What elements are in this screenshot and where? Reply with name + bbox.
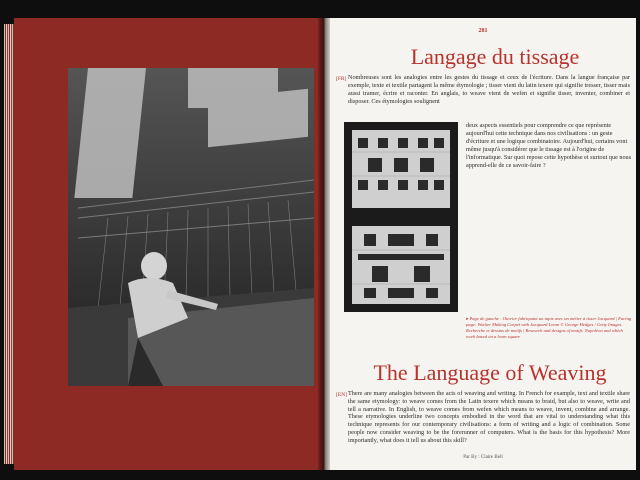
french-title: Langage du tissage (410, 44, 580, 69)
loom-worker-photo (68, 68, 314, 386)
image-caption: ▸ Page de gauche : Ouvrier fabriquant un tapis avec un métier à tisser Jacquard | Facing page: Worker Making Carpet with Jacquard Loom © George Hedges / Getty Images. Recherche et dessins de motifs | Research and designs of motifs. Napoléon and which work based on a loom square (466, 316, 632, 339)
french-paragraph: Nombreuses sont les analogies entre les gestes du tissage et ceux de l'écriture. Dans la langue française par exemple, texte et textile partagent la même étymologie ; tisser vient du latin texere qui signifie tresser, tisser mais aussi tramer, écrire et raconter. En anglais, to weave vient de wefen et signifie tisser, inventer, combiner et disposer. Ces étymologies soulignent (348, 74, 630, 105)
french-marker: [FR] (336, 76, 347, 82)
running-head (330, 28, 636, 34)
page-number: 281 (478, 28, 488, 34)
weave-pattern-image (344, 122, 458, 312)
english-marker: [EN] (336, 392, 347, 398)
author-byline: Par By : Claire Bell (463, 455, 503, 460)
right-page (330, 18, 636, 470)
french-paragraph-continued: deux aspects essentiels pour comprendre ce que représente aujourd'hui cette technique dans nos civilisations : un geste d'écriture et une logique combinatoire. Aujourd'hui, certains vont même jusqu'à considérer que le tissage est à l'origine de l'informatique. Sur quoi repose cette hypothèse et surtout que nous apprend-elle de ce savoir-faire ? (466, 122, 632, 169)
left-page (14, 18, 324, 470)
page-edges (4, 24, 14, 464)
english-paragraph: There are many analogies between the acts of weaving and writing. In French for example, text and textile share the same etymology: to weave comes from the Latin texere which means to braid, but also to weave, write and tell a narrative. In English, to weave comes from wefen which means to weave, invent, combine and arrange. These etymologies underline two concepts embodied in the word that are vital to understanding what this technique represents for our contemporary civilisations: a form of writing and a logic of combination. Some people now consider weaving to be the forerunner of computers. What is the basis for this hypothesis? More importantly, what does it tell us about this skill? (348, 390, 630, 444)
english-title: The Language of Weaving (373, 360, 607, 385)
